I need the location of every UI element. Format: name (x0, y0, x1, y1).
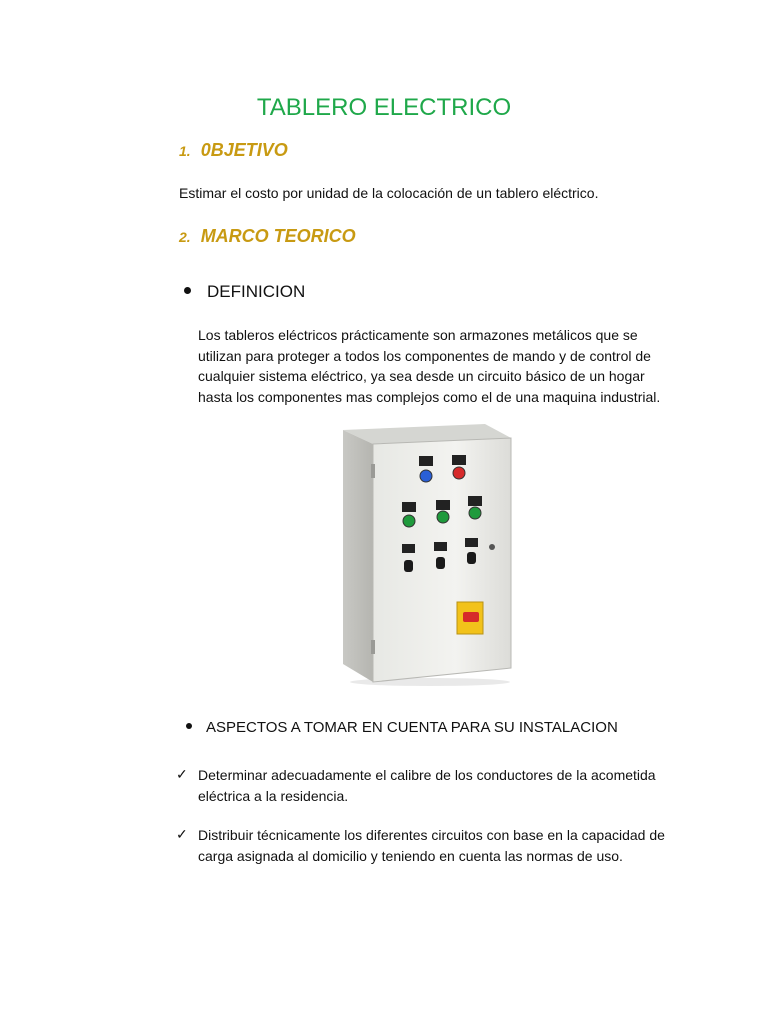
bullet-label: DEFINICION (207, 282, 306, 301)
section-number: 2. (179, 229, 191, 245)
paragraph-line: utilizan para proteger a todos los componentes de mando y de control de (198, 347, 651, 364)
check-item-line: eléctrica a la residencia. (198, 787, 349, 804)
electrical-cabinet-image (335, 420, 515, 690)
bullet-definicion (184, 282, 305, 302)
bullet-aspectos (186, 719, 618, 736)
checkmark-icon: ✓ (176, 766, 188, 782)
section-number: 1. (179, 143, 191, 159)
check-item-line: Distribuir técnicamente los diferentes circuitos con base en la capacidad de (198, 827, 665, 843)
check-item (176, 765, 696, 806)
page-title (0, 94, 768, 122)
check-item-line: carga asignada al domicilio y teniendo en cuenta las normas de uso. (198, 847, 623, 864)
paragraph-line: hasta los componentes mas complejos como el de una maquina industrial. (198, 388, 661, 405)
checkmark-icon: ✓ (176, 826, 188, 842)
section-heading-marco-teorico (179, 226, 356, 247)
page-title-text: TABLERO ELECTRICO (256, 94, 512, 121)
paragraph-line: cualquier sistema eléctrico, ya sea desde un circuito básico de un hogar (198, 368, 645, 384)
section-heading-objetivo (179, 140, 288, 161)
paragraph-line: Los tableros eléctricos prácticamente son armazones metálicos que se (198, 327, 638, 343)
objetivo-text: Estimar el costo por unidad de la colocación de un tablero eléctrico. (179, 185, 599, 201)
definicion-paragraph (198, 325, 668, 407)
check-item (176, 825, 696, 866)
section-heading-text: 0BJETIVO (200, 140, 288, 160)
section-heading-text: MARCO TEORICO (200, 226, 356, 246)
bullet-dot-icon (186, 723, 192, 729)
bullet-dot-icon (184, 287, 191, 294)
check-item-line: Determinar adecuadamente el calibre de los conductores de la acometida (198, 767, 656, 783)
bullet-label: ASPECTOS A TOMAR EN CUENTA PARA SU INSTALACION (206, 719, 618, 736)
cabinet-illustration (335, 420, 515, 690)
